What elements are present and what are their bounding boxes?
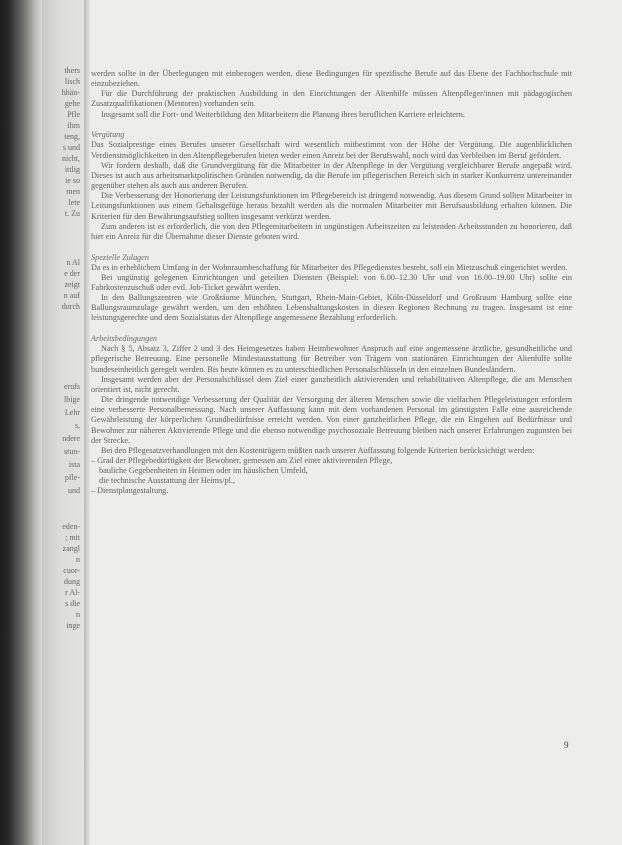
paragraph: Insgesamt werden aber der Personalschlüssel dem Ziel einer ganzheitlich aktivierenden und rehabilitativen Altenpflege, die am Menschen orientiert ist, nicht gerecht.: [91, 374, 572, 394]
list-item: – Grad der Pflegebedürftigkeit der Bewohner, gemessen am Ziel einer aktivierenden Pflege,: [91, 456, 572, 466]
paragraph: In den Ballungszentren wie Großräume München, Stuttgart, Rhein-Main-Gebiet, Köln-Düsseldorf und Großraum Hamburg sollte eine Ballungsraumzulage gewährt werden, um den erhöhten Lebenshaltungskosten in diesen Regionen Rechnung zu tragen. Insgesamt ist eine leistungsgerechte und dem Sozialstatus der Altenpflege angemessene Bezahlung erforderlich.: [91, 293, 572, 323]
intro-paragraph: Insgesamt soll die Fort- und Weiterbildung den Mitarbeitern die Planung ihres beruflichen Karriere erleichtern.: [101, 109, 465, 119]
list-item: – Dienstplangestaltung.: [91, 486, 572, 496]
left-page-fragment: n: [76, 610, 80, 619]
left-page-fragment: stun-: [64, 447, 80, 456]
left-page-fragment: thers: [64, 66, 80, 75]
list-item: bauliche Gegebenheiten in Heimen oder im häuslichen Umfeld,: [99, 466, 308, 476]
left-page-fragment: und: [68, 486, 80, 495]
left-page-fragment: lete: [68, 198, 80, 207]
left-page-fragment: teng,: [64, 132, 80, 141]
left-page-fragment: s die: [65, 599, 80, 608]
intro-paragraph: Für die Durchführung der praktischen Ausbildung in den Einrichtungen der Altenhilfe müssen Altenpfleger/innen mit pädagogischen Zusatzqualifikationen (Mentoren) vorhanden sein.: [91, 89, 572, 109]
left-page-fragment: inge: [66, 621, 80, 630]
book-spine-shadow: [0, 0, 42, 845]
paragraph: Bei ungünstig gelegenen Einrichtungen und geteilten Diensten (Beispiel: von 6.00–12.30 Uhr und von 16.00–19.00 Uhr) sollte ein Fahrkostenzuschuß oder evtl. Job-Ticket gewährt werden.: [91, 272, 572, 292]
list-item: die technische Ausstattung der Heims/pl.,: [99, 476, 235, 486]
paragraph: Zum anderen ist es erforderlich, die von den Pflegemitarbeitern in ungünstigen Arbeitszeiten zu leistenden Arbeitsstunden zu honorieren, daß hier ein Anreiz für die Übernahme dieser Dienste geboten wird.: [91, 221, 572, 241]
left-page-fragment: ihm: [67, 121, 80, 130]
left-page-fragment: zangl: [62, 544, 80, 553]
section-heading-spezielle-zulagen: Spezielle Zulagen: [91, 252, 149, 262]
left-page-fragment: e der: [64, 269, 80, 278]
left-page-fragment: ie so: [65, 176, 80, 185]
left-page-fragment: s und: [62, 143, 80, 152]
left-page-fragment: lbige: [64, 395, 80, 404]
left-page-fragment: cuor-: [63, 566, 80, 575]
paragraph: Die dringende notwendige Verbesserung der Qualität der Versorgung der älteren Menschen sowie die vielfachen Pflegeleistungen erfordern eine verbesserte Personalbemessung. Nach unserer Auffassung kann mit dem vorhandenen Personal im günstigsten Falle eine ausreichende Gewährleistung der körperlichen Grundbedürfnisse erreicht werden. Von einer ganzheitlichen Pflege, die ein Eingehen auf Bedürfnisse und Bewohner zur näheren Aktivierende Pflege und die ebenso notwendige psychosoziale Betreuung bleiben nach unserer Erfahrungen zugunsten bei der Strecke.: [91, 395, 572, 445]
page-body-text: [91, 69, 572, 497]
left-page-fragment: erufs: [64, 382, 80, 391]
left-page-fragment: t. Zu: [64, 209, 80, 218]
left-page-fragment: Pfle: [67, 110, 80, 119]
left-page-fragment: n Al: [66, 258, 80, 267]
left-page-fragment: hhän-: [61, 88, 80, 97]
left-page-fragment: Lehr: [64, 408, 80, 417]
left-page-fragment: durch: [61, 302, 80, 311]
left-page-fragment: gehe: [64, 99, 80, 108]
paragraph: Bei den Pflegesatzverhandlungen mit den Kostenträgern müßten nach unserer Auffassung folgende Kriterien berücksichtigt werden:: [101, 445, 535, 455]
paragraph: Nach § 5, Absatz 3, Ziffer 2 und 3 des Heimgesetzes haben Heimbewohner Anspruch auf eine angemessene ärztliche, gesundheitliche und pflegerische Betreuung. Eine personelle Mindestausstattung für Betreiber von Trägern von stationären Einrichtungen der Altenhilfe sollte bundeseinheitlich geregelt werden. Bis heute können es zu unterschiedlichen Personalschlüsseln in den einzelnen Bundesländern.: [91, 344, 572, 374]
left-page-fragment: lisch: [64, 77, 80, 86]
page-number: 9: [564, 740, 569, 750]
paragraph: Wir fordern deshalb, daß die Grundvergütung für die Mitarbeiter in der Altenpflege in der Vergütung vergleichbarer Berufe angepaßt wird. Dieses ist auch aus arbeitsmarktpolitischen Gründen notwendig, da die Berufe im pflegerischen Bereich sich in starker Konkurrenz untereinander gegenüber stehen als auch aus anderen Berufen.: [91, 160, 572, 191]
left-page-fragment: nicht,: [62, 154, 80, 163]
left-page-fragment: zeigt: [64, 280, 80, 289]
left-page-fragment: n: [76, 555, 80, 564]
left-page-fragment: s,: [74, 421, 80, 430]
left-page-fragment: eden-: [62, 522, 80, 531]
left-page-edge: [42, 0, 86, 845]
left-page-fragment: ittlig: [64, 165, 80, 174]
paragraph: Da es in erheblichem Umfang in der Wohnraumbeschaffung für Mitarbeiter des Pflegedienstes besteht, soll ein Mietzuschuß eingerichtet werden.: [91, 262, 568, 272]
left-page-fragment: n auf: [63, 291, 80, 300]
left-page-fragment: r Al-: [65, 588, 80, 597]
left-page-fragment: men: [66, 187, 80, 196]
paragraph: Das Sozialprestige eines Berufes unserer Gesellschaft wird wesentlich mitbestimmt von der Höhe der Vergütung. Die augenblicklichen Verdienstmöglichkeiten in den Altenpflegeberufen bieten weder einen Anreiz bei der Berufswahl, noch wird das Verbleiben im Beruf gefördert.: [91, 140, 572, 160]
section-heading-verguetung: Vergütung: [91, 130, 125, 140]
intro-paragraph: werden sollte in der Überlegungen mit einbezogen werden, diese Bedingungen für spezifische Berufe auf das Ebene der Fachhochschule mit einzubeziehen.: [91, 69, 572, 89]
left-page-fragment: ista: [68, 460, 80, 469]
left-page-fragment: ; mit: [65, 533, 80, 542]
section-heading-arbeitsbedingungen: Arbeitsbedingungen: [91, 334, 157, 344]
left-page-fragment: pfle-: [64, 473, 80, 482]
left-page-fragment: dung: [64, 577, 80, 586]
left-page-fragment: ndere: [62, 434, 80, 443]
paragraph: Die Verbesserung der Honorierung der Leistungsfunktionen im Pflegebereich ist dringend notwendig. Aus diesem Grund sollten Mitarbeiter in Leitungsfunktionen aus einem Gehaltsgefüge heraus bezahlt werden als die normalen Mitarbeiter mit Berufsausbildung erhalten können. Die Kriterien für den Bewährungsaufstieg sollten insgesamt verkürzt werden.: [91, 191, 572, 221]
